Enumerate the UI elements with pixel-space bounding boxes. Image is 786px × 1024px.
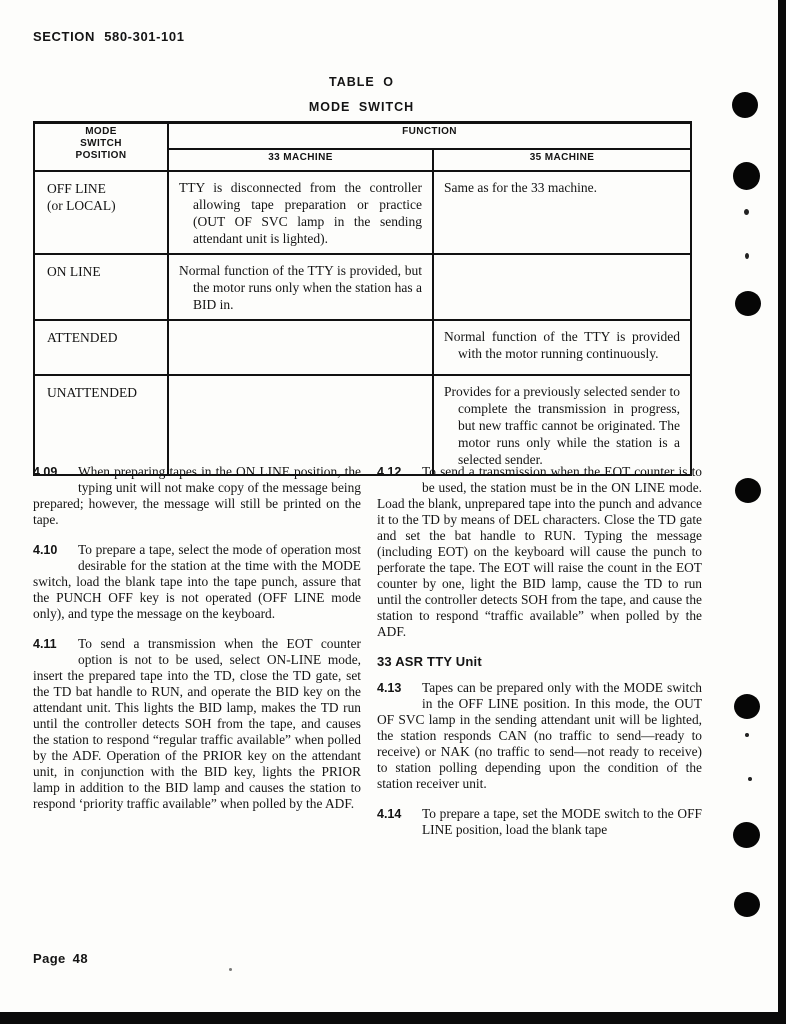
scan-edge-bottom: [0, 1012, 786, 1024]
ink-speck: [745, 733, 749, 737]
paragraph-4-10: [33, 542, 361, 622]
column-header-33-machine: 33 MACHINE: [168, 149, 433, 171]
table-row: [34, 320, 691, 375]
registration-dot: [734, 694, 760, 719]
paragraph-text: To prepare a tape, set the MODE switch to the OFF LINE position, load the blank tape: [422, 806, 702, 837]
cell-35-machine: Provides for a previously selected sender to complete the transmission in progress, but new traffic cannot be originated. The motor runs only while the station is a selected sender.: [433, 375, 691, 475]
paragraph-number: 4.14: [377, 807, 402, 821]
registration-dot: [733, 162, 760, 190]
column-header-35-machine: 35 MACHINE: [433, 149, 691, 171]
section-number: SECTION 580-301-101: [33, 29, 185, 44]
cell-position: ATTENDED: [34, 320, 168, 375]
registration-dot: [734, 892, 760, 917]
paragraph-4-09: [33, 464, 361, 528]
paragraph-text: When preparing tapes in the ON LINE position, the typing unit will not make copy of the message being prepared; however, the message will still be printed on the tape.: [33, 464, 361, 527]
paragraph-text: To send a transmission when the EOT counter option is not to be used, select ON-LINE mode, insert the prepared tape into the TD, close the TD gate, set the TD bat handle to RUN, and operate the BID key on the attendant unit. This lights the BID lamp, makes the TD run until the controller detects SOH from the tape, and causes the station to respond “regular traffic available” when polled by the ADF. Operation of the PRIOR key on the attendant unit, in conjunction with the BID key, lights the PRIOR lamp in addition to the BID lamp and causes the station to respond ‘priority traffic available” when polled by the ADF.: [33, 636, 361, 811]
table-title: TABLE O: [329, 75, 394, 89]
paragraph-4-13: [377, 680, 702, 792]
registration-dot: [735, 478, 761, 503]
registration-dot: [733, 822, 760, 848]
scan-edge-right: [778, 0, 786, 1024]
column-header-function: FUNCTION: [168, 123, 691, 149]
paragraph-number: 4.13: [377, 681, 402, 695]
ink-speck: [748, 777, 752, 781]
cell-33-machine: [168, 320, 433, 375]
table-row: [34, 375, 691, 475]
ink-speck: [229, 968, 232, 971]
registration-dot: [732, 92, 758, 118]
paragraph-number: 4.09: [33, 465, 58, 479]
page-number: Page 48: [33, 951, 88, 966]
cell-position: UNATTENDED: [34, 375, 168, 475]
paragraph-4-14: [377, 806, 702, 838]
cell-35-machine: Same as for the 33 machine.: [433, 171, 691, 254]
text-column-right: [377, 464, 702, 852]
cell-35-machine: Normal function of the TTY is provided with the motor running continuously.: [433, 320, 691, 375]
registration-dot: [735, 291, 761, 316]
column-header-position: MODE SWITCH POSITION: [34, 123, 168, 171]
cell-position: ON LINE: [34, 254, 168, 320]
ink-speck: [744, 209, 749, 215]
paragraph-text: To send a transmission when the EOT counter is to be used, the station must be in the ON LINE mode. Load the blank, unprepared tape into the punch and advance it to the TD by means of DEL characters. Close the TD gate and set the bat handle to RUN. Typing the message (including EOT) on the keyboard will cause the punch to perforate the tape. The EOT will raise the count in the EOT counter by one, light the BID lamp, cause the TD to run until the controller detects SOH from the tape, and cause the station to respond “traffic available” when polled by the ADF.: [377, 464, 702, 639]
paragraph-number: 4.10: [33, 543, 58, 557]
table-row: [34, 171, 691, 254]
paragraph-text: Tapes can be prepared only with the MODE switch in the OFF LINE position. In this mode, the OUT OF SVC lamp in the sending attendant unit will be lighted, the station responds CAN (no traffic to send—ready to receive) or NAK (no traffic to send—not ready to receive) to station polling depending upon the condition of the station receiver unit.: [377, 680, 702, 791]
paragraph-number: 4.11: [33, 637, 57, 651]
cell-33-machine: [168, 375, 433, 475]
cell-35-machine: [433, 254, 691, 320]
paragraph-text: To prepare a tape, select the mode of operation most desirable for the station at the time with the MODE switch, load the blank tape into the tape punch, assure that the PUNCH OFF key is not operated (OFF LINE mode only), and type the message on the keyboard.: [33, 542, 361, 621]
cell-position: OFF LINE (or LOCAL): [34, 171, 168, 254]
cell-33-machine: Normal function of the TTY is provided, but the motor runs only when the station has a BID in.: [168, 254, 433, 320]
paragraph-4-11: [33, 636, 361, 812]
text-column-left: [33, 464, 361, 826]
paragraph-number: 4.12: [377, 465, 402, 479]
mode-switch-table: [33, 121, 692, 476]
subsection-heading: 33 ASR TTY Unit: [377, 654, 482, 669]
cell-33-machine: TTY is disconnected from the controller allowing tape preparation or practice (OUT OF SVC lamp in the sending attendant unit is lighted).: [168, 171, 433, 254]
paragraph-4-12: [377, 464, 702, 640]
table-subtitle: MODE SWITCH: [308, 100, 415, 114]
ink-speck: [745, 253, 749, 259]
table-row: [34, 254, 691, 320]
